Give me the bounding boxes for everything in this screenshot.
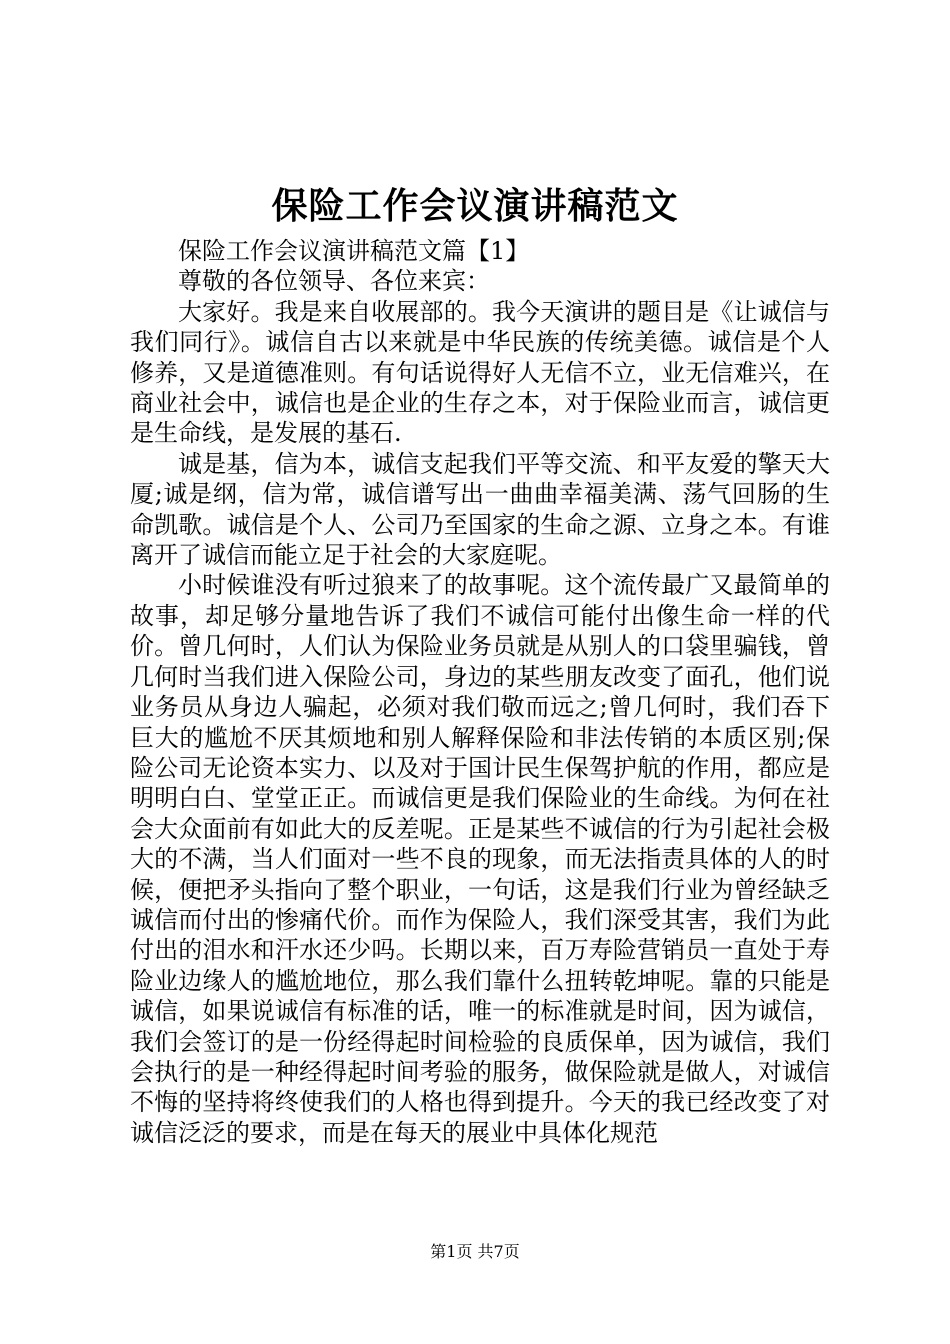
document-body [130, 236, 830, 1148]
body-paragraph: 大家好。我是来自收展部的。我今天演讲的题目是《让诚信与我们同行》。诚信自古以来就是中华民族的传统美德。诚信是个人修养，又是道德准则。有句话说得好人无信不立，业无信难兴，在商业社会中，诚信也是企业的生存之本，对于保险业而言，诚信更是生命线，是发展的基石. [130, 297, 830, 448]
body-paragraph: 小时候谁没有听过狼来了的故事呢。这个流传最广又最简单的故事，却足够分量地告诉了我们不诚信可能付出像生命一样的代价。曾几何时，人们认为保险业务员就是从别人的口袋里骗钱，曾几何时当我们进入保险公司，身边的某些朋友改变了面孔，他们说业务员从身边人骗起，必须对我们敬而远之;曾几何时，我们吞下巨大的尴尬不厌其烦地和别人解释保险和非法传销的本质区别;保险公司无论资本实力、以及对于国计民生保驾护航的作用，都应是明明白白、堂堂正正。而诚信更是我们保险业的生命线。为何在社会大众面前有如此大的反差呢。正是某些不诚信的行为引起社会极大的不满，当人们面对一些不良的现象，而无法指责具体的人的时候，便把矛头指向了整个职业，一句话，这是我们行业为曾经缺乏诚信而付出的惨痛代价。而作为保险人，我们深受其害，我们为此付出的泪水和汗水还少吗。长期以来，百万寿险营销员一直处于寿险业边缘人的尴尬地位，那么我们靠什么扭转乾坤呢。靠的只能是诚信，如果说诚信有标准的话，唯一的标准就是时间，因为诚信，我们会签订的是一份经得起时间检验的良质保单，因为诚信，我们会执行的是一种经得起时间考验的服务，做保险就是做人，对诚信不悔的坚持将终使我们的人格也得到提升。今天的我已经改变了对诚信泛泛的要求，而是在每天的展业中具体化规范 [130, 571, 830, 1147]
document-title: 保险工作会议演讲稿范文 [271, 185, 679, 227]
body-paragraph: 诚是基，信为本，诚信支起我们平等交流、和平友爱的擎天大厦;诚是纲，信为常，诚信谱写出一曲曲幸福美满、荡气回肠的生命凯歌。诚信是个人、公司乃至国家的生命之源、立身之本。有谁离开了诚信而能立足于社会的大家庭呢。 [130, 449, 830, 570]
salutation: 尊敬的各位领导、各位来宾： [178, 267, 490, 296]
page-footer: 第1页 共7页 [430, 1242, 520, 1261]
section-heading: 保险工作会议演讲稿范文篇【1】 [178, 237, 530, 265]
